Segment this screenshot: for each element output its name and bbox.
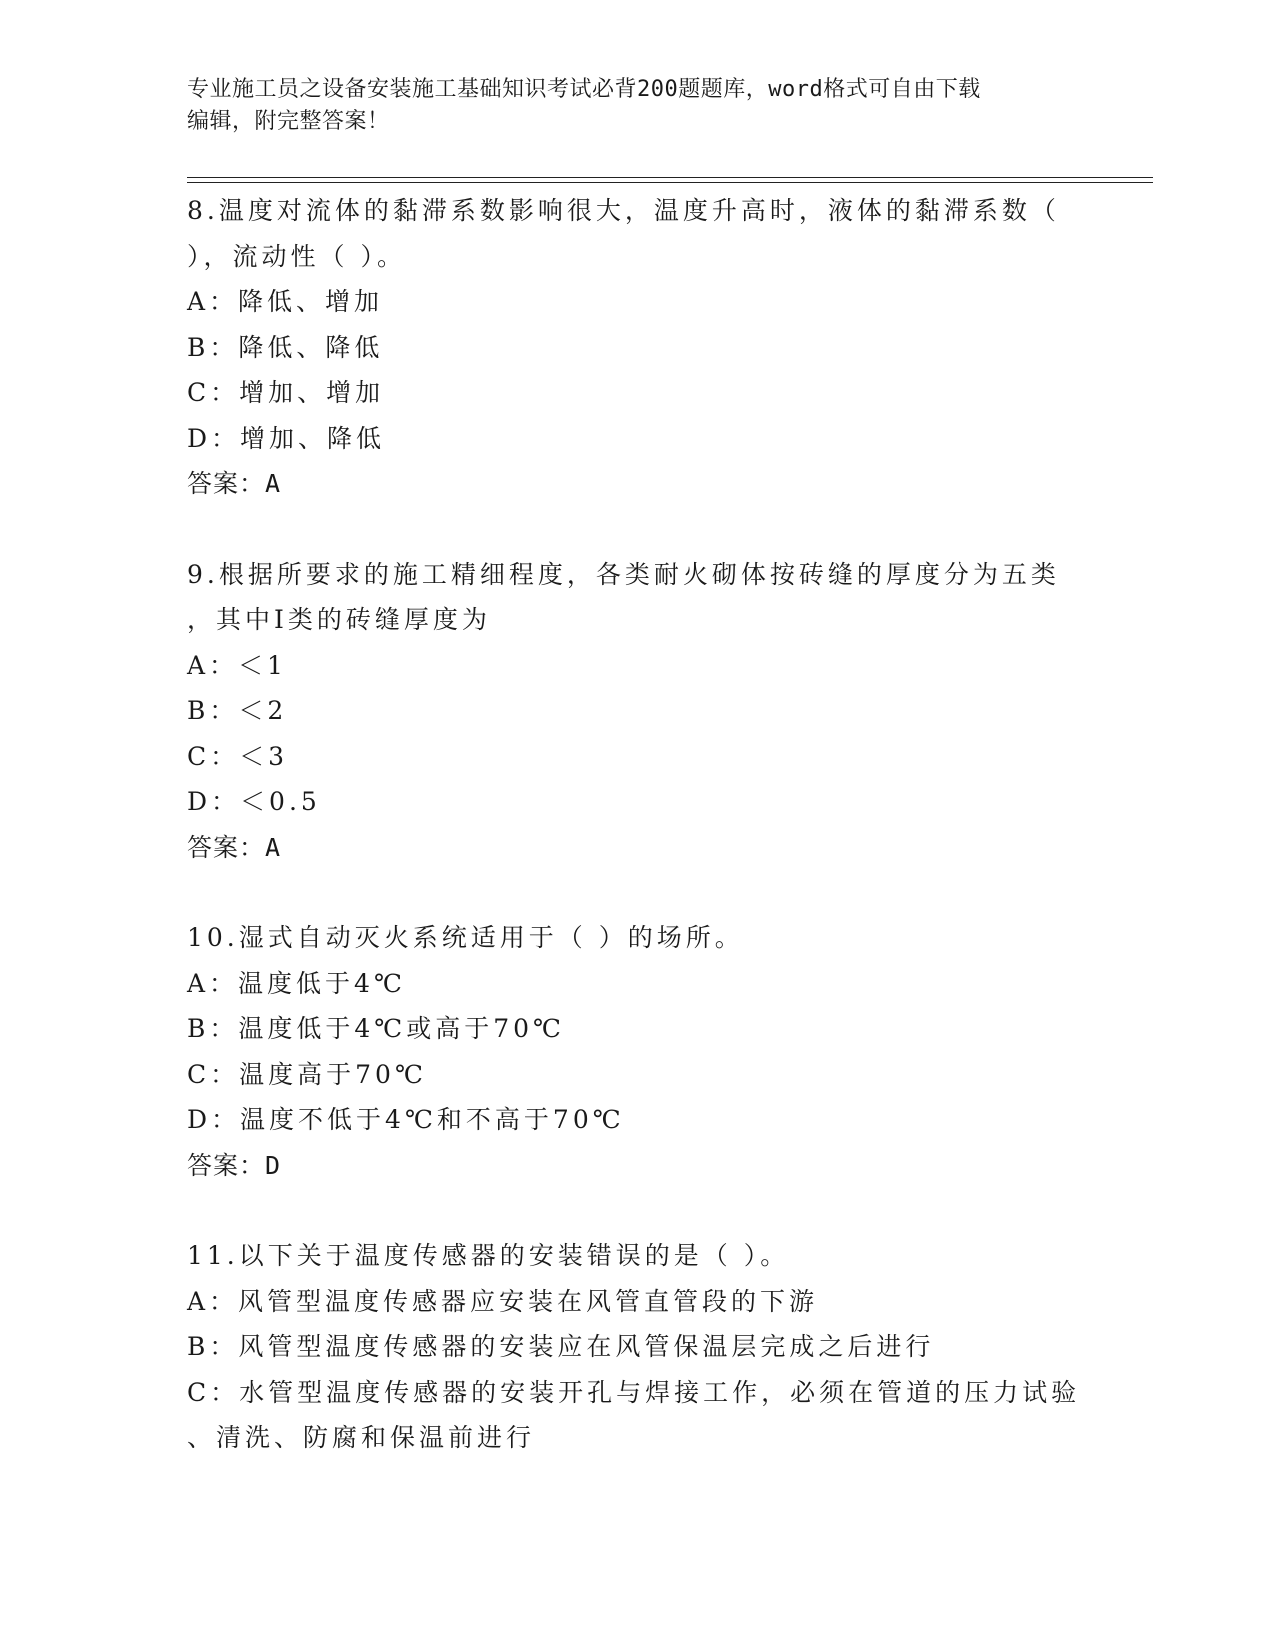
answer-line: 答案：A [187, 832, 282, 862]
option-b: B：＜2 [187, 696, 288, 725]
question-stem: ），流动性（ ）。 [187, 241, 406, 271]
option-d: D：增加、降低 [187, 423, 386, 453]
question-item [187, 1233, 1087, 1461]
option-c: C：＜3 [187, 741, 289, 771]
option-b: B：温度低于4℃或高于70℃ [187, 1014, 566, 1043]
answer-line: 答案：D [187, 1150, 282, 1180]
option-d: D：温度不低于4℃和不高于70℃ [187, 1105, 625, 1134]
option-a: A：降低、增加 [187, 287, 384, 316]
option-a: A：＜1 [187, 650, 287, 680]
question-stem: ，其中Ⅰ类的砖缝厚度为 [187, 605, 491, 634]
option-c-continued: 、清洗、防腐和保温前进行 [187, 1423, 536, 1452]
question-stem: 11.以下关于温度传感器的安装错误的是（ ）。 [187, 1241, 790, 1270]
option-b: B：风管型温度传感器的安装应在风管保温层完成之后进行 [187, 1332, 935, 1361]
spacer [187, 507, 1087, 552]
spacer [187, 1188, 1087, 1233]
question-item [187, 552, 1087, 871]
question-item [187, 915, 1087, 1188]
option-c: C：温度高于70℃ [187, 1059, 427, 1089]
header-divider-top [187, 177, 1153, 178]
question-stem: 9.根据所要求的施工精细程度，各类耐火砌体按砖缝的厚度分为五类 [187, 559, 1060, 589]
question-item [187, 188, 1087, 507]
option-c: C：水管型温度传感器的安装开孔与焊接工作，必须在管道的压力试验 [187, 1377, 1081, 1407]
question-stem: 10.湿式自动灭火系统适用于（ ）的场所。 [187, 923, 744, 952]
option-a: A：风管型温度传感器应安装在风管直管段的下游 [187, 1286, 819, 1316]
option-c: C：增加、增加 [187, 378, 385, 407]
header-divider-bottom [187, 182, 1153, 183]
option-d: D：＜0.5 [187, 787, 321, 816]
document-header [187, 74, 1087, 138]
question-list [187, 188, 1087, 1461]
answer-line: 答案：A [187, 469, 282, 498]
header-title-line-2: 编辑，附完整答案！ [187, 109, 390, 134]
question-stem: 8.温度对流体的黏滞系数影响很大，温度升高时，液体的黏滞系数（ [187, 196, 1060, 225]
option-b: B：降低、降低 [187, 332, 384, 362]
spacer [187, 870, 1087, 915]
header-title-line-1: 专业施工员之设备安装施工基础知识考试必背200题题库，word格式可自由下载 [187, 77, 981, 102]
option-a: A：温度低于4℃ [187, 968, 406, 998]
